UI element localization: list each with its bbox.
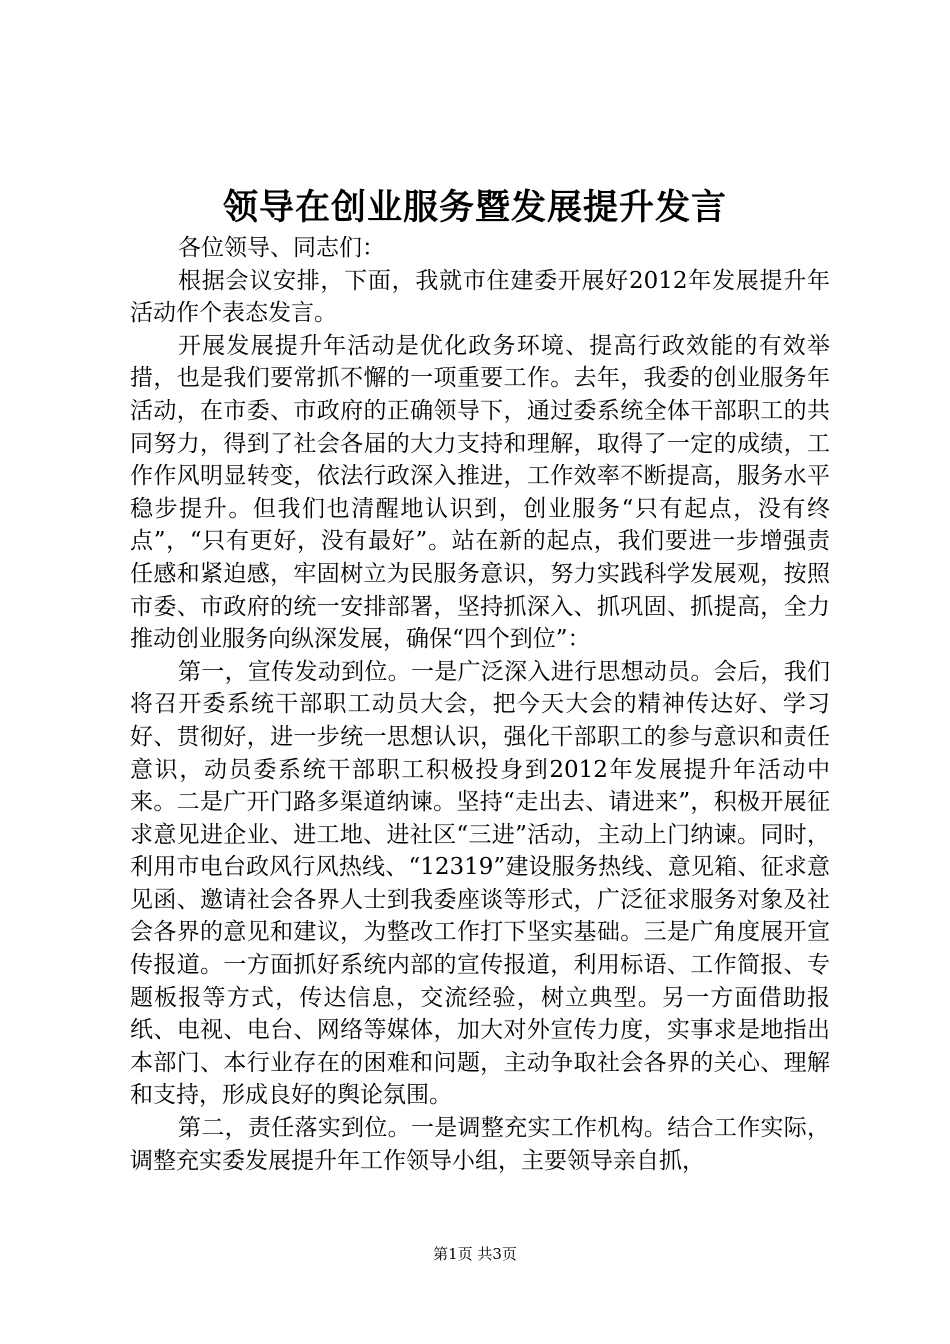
paragraph-salutation: 各位领导、同志们： bbox=[178, 235, 385, 261]
document-title: 领导在创业服务暨发展提升发言 bbox=[222, 187, 727, 228]
paragraph-intro: 根据会议安排，下面，我就市住建委开展好2012年发展提升年活动作个表态发言。 bbox=[130, 267, 830, 327]
paragraph-second-point: 第二，责任落实到位。一是调整充实工作机构。结合工作实际，调整充实委发展提升年工作领导小组，主要领导亲自抓， bbox=[130, 1115, 830, 1174]
paragraph-first-point: 第一，宣传发动到位。一是广泛深入进行思想动员。会后，我们将召开委系统干部职工动员大会，把今天大会的精神传达好、学习好、贯彻好，进一步统一思想认识，强化干部职工的参与意识和责任意识，动员委系统干部职工积极投身到2012年发展提升年活动中来。二是广开门路多渠道纳谏。坚持“走出去、请进来”，积极开展征求意见进企业、进工地、进社区“三进”活动，主动上门纳谏。同时，利用市电台政风行风热线、“12319”建设服务热线、意见箱、征求意见函、邀请社会各界人士到我委座谈等形式，广泛征求服务对象及社会各界的意见和建议，为整改工作打下坚实基础。三是广角度展开宣传报道。一方面抓好系统内部的宣传报道，利用标语、工作简报、专题板报等方式，传达信息，交流经验，树立典型。另一方面借助报纸、电视、电台、网络等媒体，加大对外宣传力度，实事求是地指出本部门、本行业存在的困难和问题，主动争取社会各界的关心、理解和支持，形成良好的舆论氛围。 bbox=[130, 658, 830, 1109]
paragraph-overview: 开展发展提升年活动是优化政务环境、提高行政效能的有效举措，也是我们要常抓不懈的一项重要工作。去年，我委的创业服务年活动，在市委、市政府的正确领导下，通过委系统全体干部职工的共同努力，得到了社会各届的大力支持和理解，取得了一定的成绩，工作作风明显转变，依法行政深入推进，工作效率不断提高，服务水平稳步提升。但我们也清醒地认识到，创业服务“只有起点，没有终点”，“只有更好，没有最好”。站在新的起点，我们要进一步增强责任感和紧迫感，牢固树立为民服务意识，努力实践科学发展观，按照市委、市政府的统一安排部署，坚持抓深入、抓巩固、抓提高，全力推动创业服务向纵深发展，确保“四个到位”： bbox=[130, 332, 830, 653]
document-body bbox=[130, 232, 830, 1177]
page-number-footer: 第1页 共3页 bbox=[433, 1245, 517, 1263]
